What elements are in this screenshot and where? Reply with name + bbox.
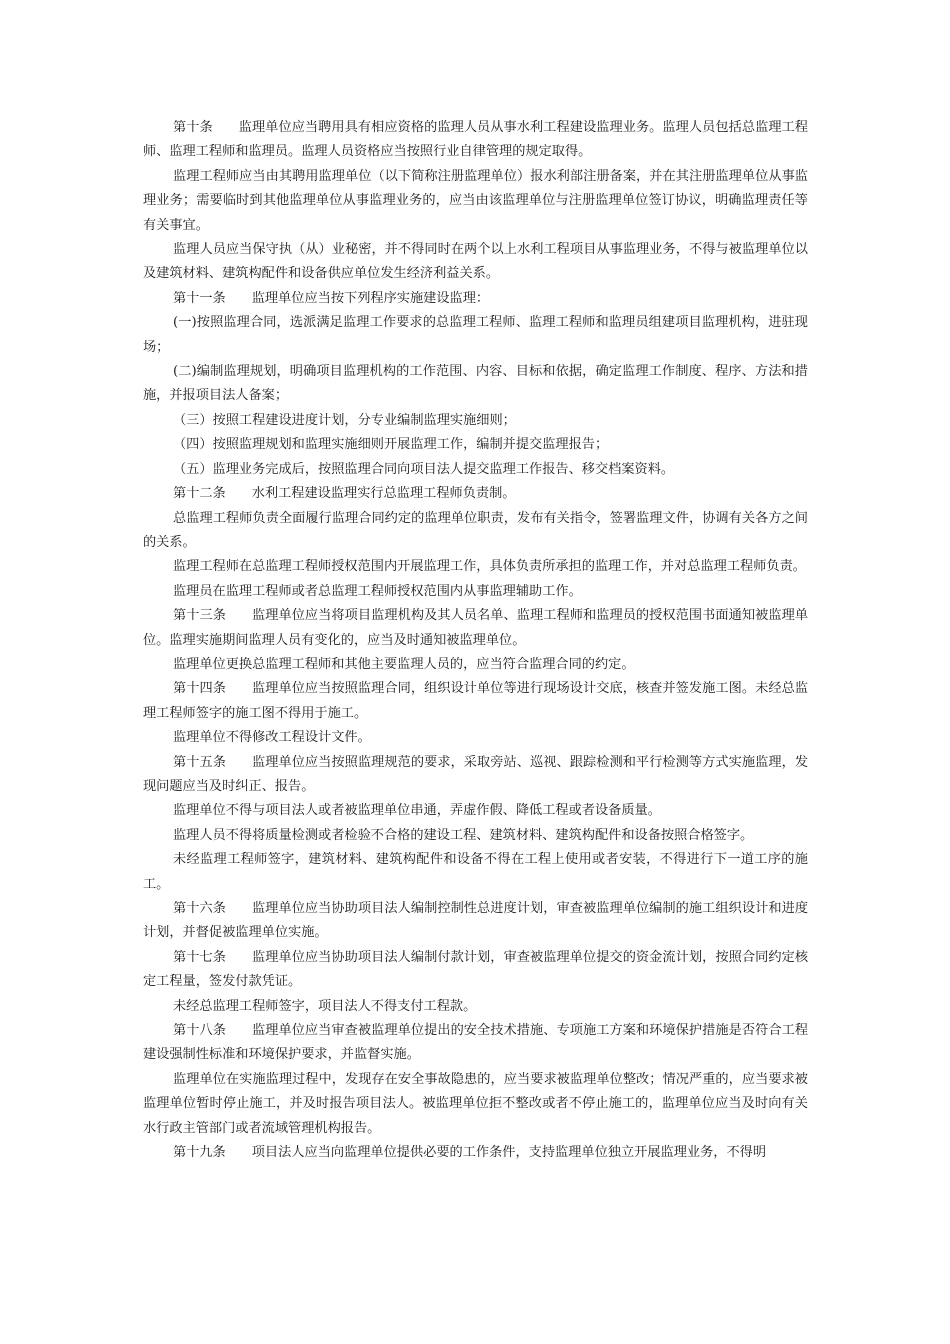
paragraph-text: 监理单位应当审查被监理单位提出的安全技术措施、专项施工方案和环境保护措施是否符合工程建设强制性标准和环境保护要求，并监督实施。: [143, 1023, 809, 1063]
paragraph: [143, 311, 808, 360]
paragraph-text: 总监理工程师负责全面履行监理合同约定的监理单位职责，发布有关指令，签署监理文件，协调有关各方之间的关系。: [143, 510, 808, 550]
article-number: 第十一条: [173, 290, 226, 306]
paragraph-text: 监理单位应当协助项目法人编制控制性总进度计划，审查被监理单位编制的施工组织设计和进度计划，并督促被监理单位实施。: [143, 901, 809, 941]
paragraph-text: 未经监理工程师签字，建筑材料、建筑构配件和设备不得在工程上使用或者安装，不得进行下一道工序的施工。: [143, 852, 808, 892]
paragraph-text: 监理单位更换总监理工程师和其他主要监理人员的，应当符合监理合同的约定。: [173, 656, 635, 672]
paragraph: [143, 507, 808, 556]
paragraph: [143, 287, 808, 311]
paragraph-text: 监理工程师应当由其聘用监理单位（以下简称注册监理单位）报水利部注册备案，并在其注册监理单位从事监理业务；需要临时到其他监理单位从事监理业务的，应当由该监理单位与注册监理单位签订协议，明确监理责任等有关事宜。: [143, 168, 808, 233]
article-number: 第十九条: [173, 1145, 226, 1161]
paragraph-text: 监理单位应当按下列程序实施建设监理：: [251, 290, 490, 306]
article-number: 第十条: [173, 120, 213, 135]
paragraph: [143, 409, 808, 433]
paragraph-text: 监理单位不得修改工程设计文件。: [173, 730, 371, 746]
article-number: 第十二条: [173, 486, 226, 502]
paragraph: [143, 799, 808, 823]
paragraph-text: (二)编制监理规划，明确项目监理机构的工作范围、内容、目标和依据，确定监理工作制度、程序、方法和措施，并报项目法人备案；: [143, 364, 808, 404]
paragraph-text: 监理单位应当协助项目法人编制付款计划，审查被监理单位提交的资金流计划，按照合同约定核定工程量，签发付款凭证。: [143, 949, 809, 990]
article-number: 第十六条: [173, 901, 226, 916]
paragraph: [143, 751, 808, 800]
paragraph-text: 监理员在监理工程师或者总监理工程师授权范围内从事监理辅助工作。: [173, 583, 582, 599]
paragraph-text: 未经总监理工程师签字，项目法人不得支付工程款。: [173, 998, 477, 1014]
paragraph-text: 水利工程建设监理实行总监理工程师负责制。: [251, 486, 516, 502]
paragraph-text: 监理单位应当按照监理合同，组织设计单位等进行现场设计交底，核查并签发施工图。未经总监理工程师签字的施工图不得用于施工。: [143, 681, 809, 721]
paragraph: [143, 482, 808, 506]
paragraph: [143, 458, 808, 482]
paragraph: [143, 360, 808, 409]
article-number: 第十八条: [173, 1023, 226, 1039]
paragraph-text: 监理单位应当聘用具有相应资格的监理人员从事水利工程建设监理业务。监理人员包括总监理工程师、监理工程师和监理员。监理人员资格应当按照行业自律管理的规定取得。: [143, 120, 809, 160]
paragraph: [143, 116, 808, 165]
paragraph-text: 项目法人应当向监理单位提供必要的工作条件，支持监理单位独立开展监理业务，不得明: [251, 1145, 767, 1161]
paragraph: [143, 946, 808, 995]
paragraph: [143, 165, 808, 238]
article-number: 第十四条: [173, 681, 226, 697]
paragraph-text: （五）监理业务完成后，按照监理合同向项目法人提交监理工作报告、移交档案资料。: [173, 461, 675, 477]
paragraph-text: 监理人员不得将质量检测或者检验不合格的建设工程、建筑材料、建筑构配件和设备按照合格签字。: [173, 827, 754, 843]
paragraph-text: （三）按照工程建设进度计划，分专业编制监理实施细则；: [173, 412, 516, 428]
paragraph-text: （四）按照监理规划和监理实施细则开展监理工作，编制并提交监理报告；: [173, 437, 609, 453]
article-number: 第十七条: [173, 949, 226, 965]
paragraph: [143, 1019, 808, 1068]
paragraph: [143, 824, 808, 848]
article-number: 第十三条: [173, 608, 226, 624]
paragraph-text: 监理单位不得与项目法人或者被监理单位串通，弄虚作假、降低工程或者设备质量。: [173, 803, 661, 819]
paragraph-text: 监理人员应当保守执（从）业秘密，并不得同时在两个以上水利工程项目从事监理业务，不得与被监理单位以及建筑材料、建筑构配件和设备供应单位发生经济利益关系。: [143, 242, 808, 282]
paragraph: [143, 848, 808, 897]
paragraph-text: 监理工程师在总监理工程师授权范围内开展监理工作，具体负责所承担的监理工作，并对总监理工程师负责。: [173, 559, 806, 575]
paragraph-text: (一)按照监理合同，选派满足监理工作要求的总监理工程师、监理工程师和监理员组建项目监理机构，进驻现场；: [143, 315, 808, 355]
paragraph: [143, 604, 808, 653]
paragraph: [143, 897, 808, 946]
article-number: 第十五条: [173, 754, 226, 770]
paragraph-text: 监理单位应当将项目监理机构及其人员名单、监理工程师和监理员的授权范围书面通知被监理单位。监理实施期间监理人员有变化的，应当及时通知被监理单位。: [143, 608, 809, 648]
paragraph: [143, 238, 808, 287]
paragraph-text: 监理单位应当按照监理规范的要求，采取旁站、巡视、跟踪检测和平行检测等方式实施监理，发现问题应当及时纠正、报告。: [143, 754, 809, 794]
paragraph: [143, 995, 808, 1019]
paragraph: [143, 726, 808, 750]
paragraph: [143, 555, 808, 579]
document-body: [143, 116, 808, 1165]
paragraph: [143, 653, 808, 677]
paragraph: [143, 433, 808, 457]
paragraph: [143, 1141, 808, 1165]
paragraph: [143, 580, 808, 604]
paragraph: [143, 1068, 808, 1141]
paragraph: [143, 677, 808, 726]
paragraph-text: 监理单位在实施监理过程中，发现存在安全事故隐患的，应当要求被监理单位整改；情况严重的，应当要求被监理单位暂时停止施工，并及时报告项目法人。被监理单位拒不整改或者不停止施工的，监理单位应当及时向有关水行政主管部门或者流域管理机构报告。: [143, 1071, 808, 1136]
